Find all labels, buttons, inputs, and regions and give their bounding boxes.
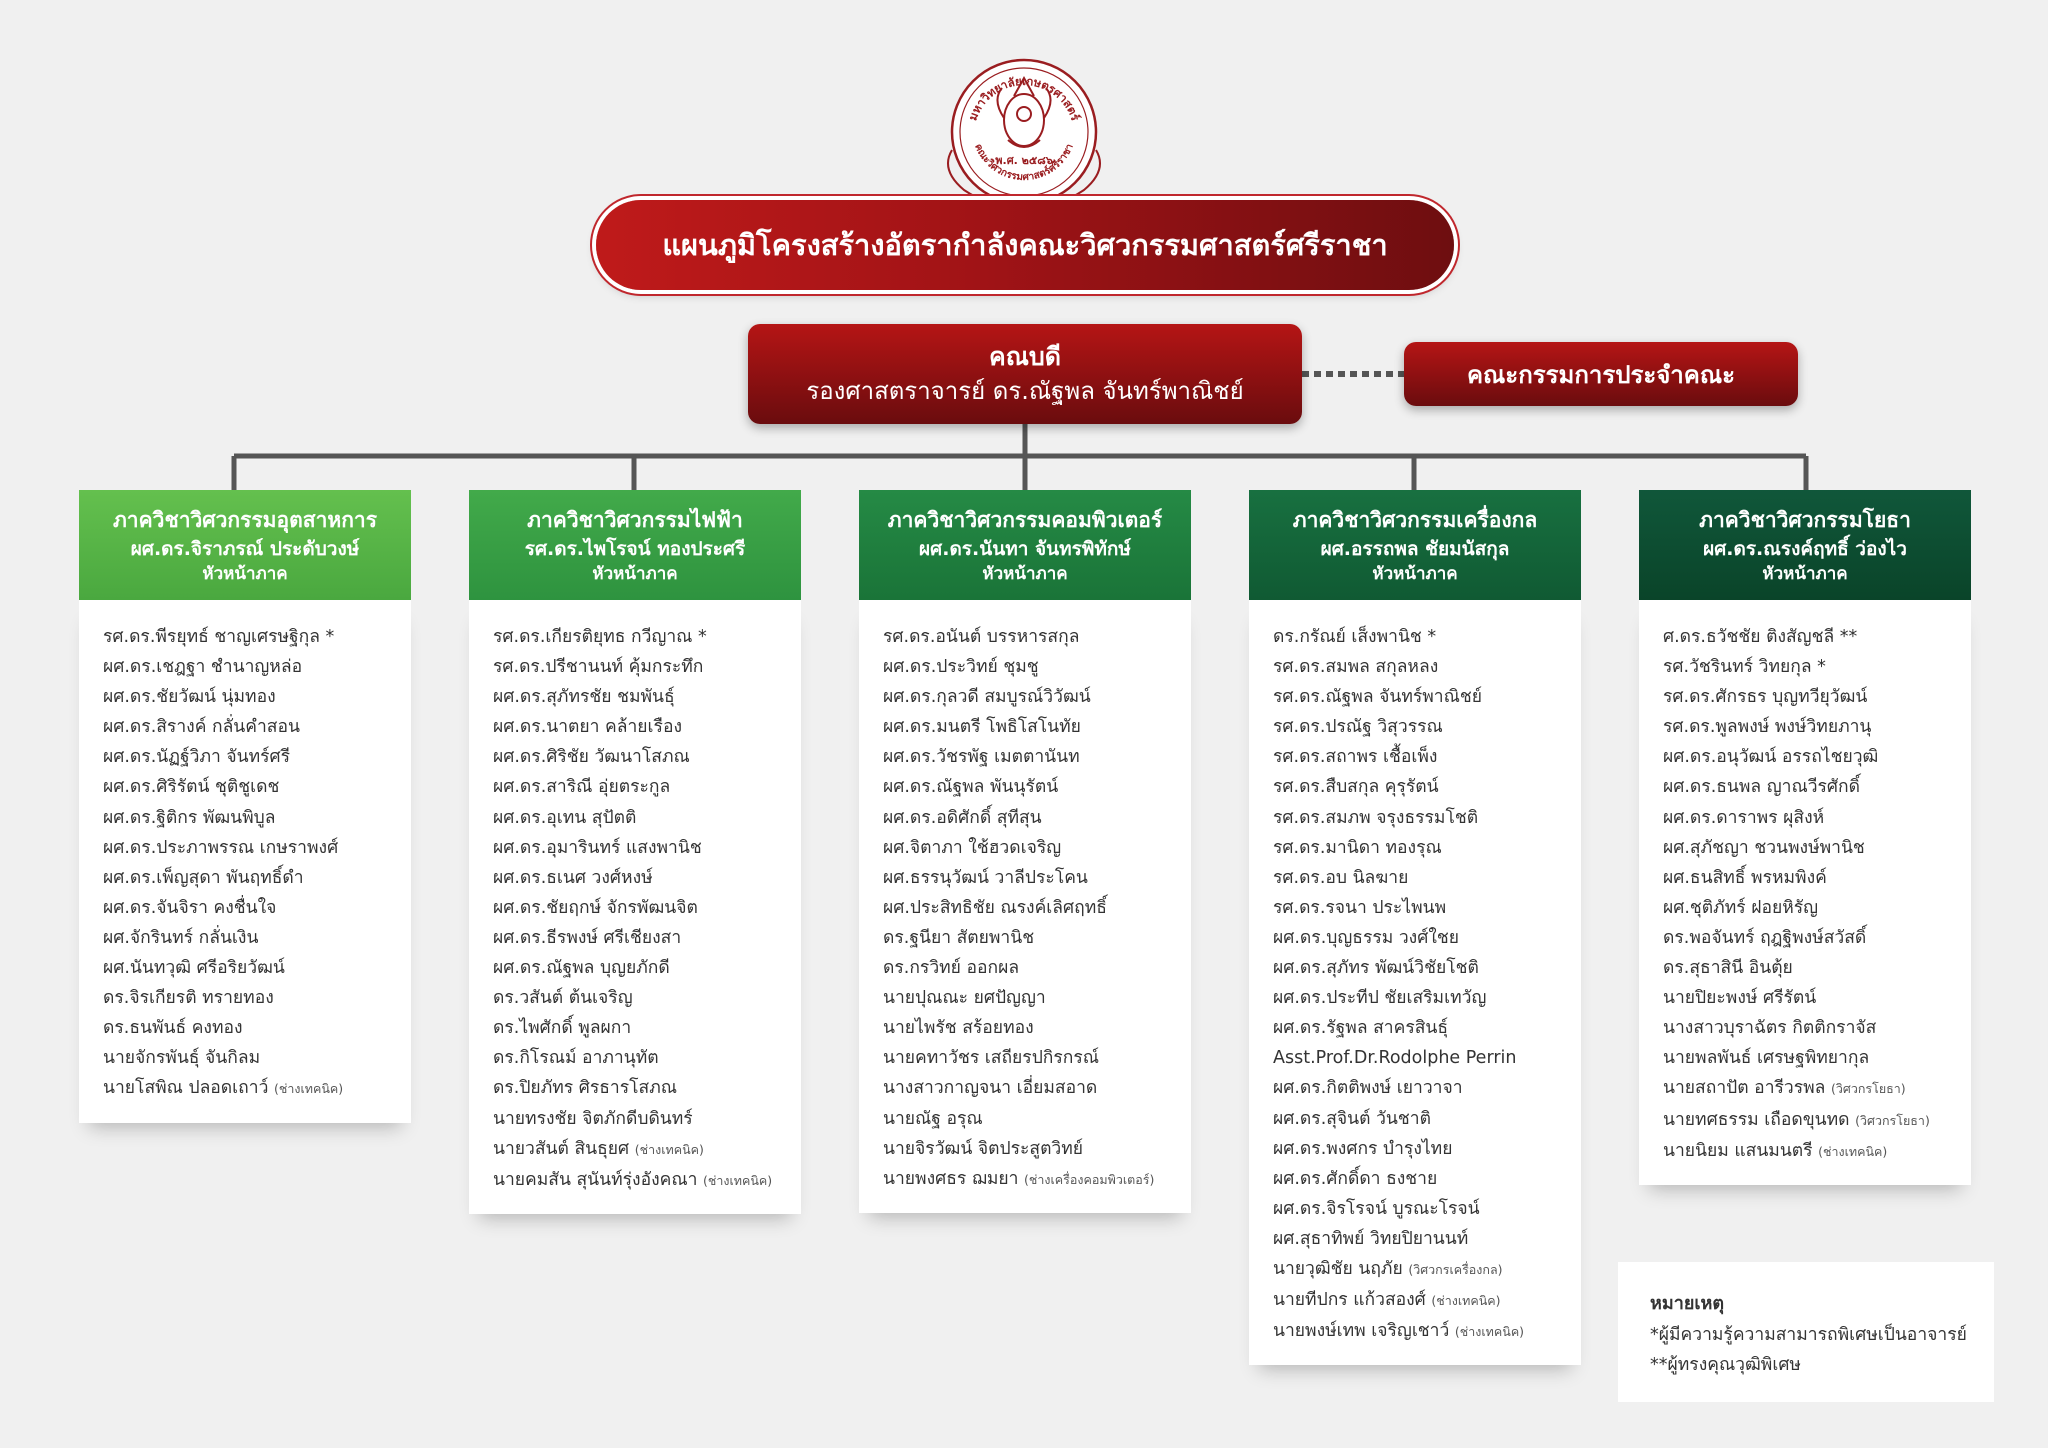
staff-member	[103, 682, 401, 712]
dept-name: ภาควิชาวิศวกรรมคอมพิวเตอร์	[887, 508, 1163, 532]
staff-name: นายนิยม แสนมนตรี	[1663, 1140, 1813, 1161]
staff-name: ผศ.ดร.ธเนศ วงศ์หงษ์	[493, 867, 653, 888]
staff-member	[883, 923, 1181, 953]
staff-member	[1663, 1013, 1961, 1043]
staff-member	[1273, 1285, 1571, 1316]
faculty-committee-box	[1404, 342, 1798, 406]
staff-member	[493, 923, 791, 953]
staff-member	[1273, 772, 1571, 802]
staff-name: ผศ.ดร.ศักดิ์ดา ธงชาย	[1273, 1168, 1438, 1189]
staff-name: นายทีปกร แก้วสองศ์	[1273, 1290, 1426, 1311]
staff-name: นางสาวกาญจนา เอี่ยมสอาด	[883, 1078, 1098, 1099]
staff-name: ดร.กรวิทย์ ออกผล	[883, 958, 1020, 979]
staff-member	[883, 833, 1181, 863]
staff-role-note: (ช่างเทคนิค)	[273, 1081, 344, 1097]
staff-member	[883, 772, 1181, 802]
staff-member	[1663, 893, 1961, 923]
staff-member	[493, 742, 791, 772]
staff-role-note: (ช่างเทคนิค)	[1454, 1324, 1525, 1340]
staff-member	[493, 1043, 791, 1073]
staff-member	[493, 622, 791, 652]
staff-member	[1273, 953, 1571, 983]
staff-name: รศ.ดร.เกียรติยุทธ กวีญาณ *	[493, 627, 707, 647]
staff-member	[883, 712, 1181, 742]
staff-name: ผศ.ดร.ชัยฤกษ์ จักรพัฒนจิต	[493, 897, 698, 918]
staff-name: ผศ.ดร.สุจินต์ วันชาติ	[1273, 1108, 1431, 1129]
logo-arc-text: มหาวิทยาลัยเกษตรศาสตร์	[965, 73, 1083, 123]
staff-name: ผศ.ดร.ณัฐพล พันนุรัตน์	[883, 777, 1059, 798]
staff-member	[883, 742, 1181, 772]
staff-member	[1273, 1104, 1571, 1134]
staff-member	[103, 712, 401, 742]
staff-name: นายจิรวัฒน์ จิตประสูตวิทย์	[883, 1138, 1084, 1159]
staff-member	[1273, 1194, 1571, 1224]
staff-name: ผศ.ดร.จิรโรจน์ บูรณะโรจน์	[1273, 1198, 1480, 1219]
staff-name: ผศ.ดร.ประวิทย์ ชุมชู	[883, 657, 1039, 678]
staff-member	[1273, 712, 1571, 742]
staff-name: นายทศธรรม เถือดขุนทด	[1663, 1109, 1850, 1130]
staff-member	[1663, 682, 1961, 712]
staff-member	[493, 772, 791, 802]
dept-header	[79, 490, 411, 600]
staff-member	[493, 1134, 791, 1165]
staff-member	[1273, 1013, 1571, 1043]
staff-member	[1663, 1043, 1961, 1073]
staff-member	[493, 863, 791, 893]
staff-name: รศ.ดร.ปรีชานนท์ คุ้มกระทึก	[493, 657, 704, 678]
staff-member	[1663, 622, 1961, 652]
dept-head-role: หัวหน้าภาค	[1762, 564, 1848, 584]
dept-header	[469, 490, 801, 600]
staff-member	[103, 983, 401, 1013]
staff-name: นายทรงชัย จิตภักดีบดินทร์	[493, 1108, 693, 1129]
staff-role-note: (ช่างเทคนิค)	[1431, 1293, 1501, 1309]
staff-member	[103, 652, 401, 682]
staff-name: นายพงษ์เทพ เจริญเชาว์	[1273, 1321, 1450, 1342]
staff-name: ผศ.ดร.สุภัทร พัฒน์วิชัยโชติ	[1273, 958, 1479, 979]
staff-member	[883, 1073, 1181, 1103]
staff-name: ผศ.ดร.นาตยา คล้ายเรือง	[493, 717, 682, 738]
staff-name: ผศ.ดร.อุมารินทร์ แสงพานิช	[493, 837, 702, 858]
staff-name: นายพลพันธ์ เศรษฐพิทยากุล	[1663, 1048, 1870, 1069]
staff-name: ผศ.ดร.อุเทน สุปัตติ	[493, 807, 637, 828]
staff-name: ผศ.ดร.กิตติพงษ์ เยาวาจา	[1273, 1078, 1463, 1099]
staff-name: นายปุณณะ ยศปัญญา	[883, 988, 1046, 1009]
staff-name: ผศ.ดร.ประภาพรรณ เกษราพงศ์	[103, 837, 339, 858]
staff-member	[883, 893, 1181, 923]
staff-name: ผศ.สุภัชญา ชวนพงษ์พานิช	[1663, 837, 1865, 858]
staff-name: นายจักรพันธุ์ จันกิลม	[103, 1048, 261, 1069]
staff-member	[1273, 893, 1571, 923]
dept-header	[859, 490, 1191, 600]
staff-member	[883, 1043, 1181, 1073]
staff-name: ผศ.ดร.บุญธรรม วงศ์ใชย	[1273, 927, 1460, 948]
staff-member	[883, 983, 1181, 1013]
footnote-title: หมายเหตุ	[1650, 1293, 1725, 1314]
dept-computer-column	[859, 490, 1191, 1213]
staff-member	[1663, 953, 1961, 983]
staff-member	[1663, 1073, 1961, 1104]
staff-member	[1273, 1164, 1571, 1194]
staff-member	[1663, 1136, 1961, 1167]
staff-name: นายพงศธร ฌมยา	[883, 1168, 1019, 1189]
staff-name: ผศ.ดร.ศิริรัตน์ ชุติชูเดช	[103, 777, 280, 798]
dept-head-role: หัวหน้าภาค	[202, 564, 288, 584]
staff-member	[1273, 803, 1571, 833]
staff-member	[1663, 863, 1961, 893]
staff-name: ผศ.ดร.ฐิติกร พัฒนพิบูล	[103, 807, 276, 828]
staff-member	[103, 742, 401, 772]
staff-name: รศ.ดร.ศักรธร บุญทวียุวัฒน์	[1663, 687, 1868, 708]
staff-name: ดร.กิโรณม์ อาภานุทัต	[493, 1048, 659, 1069]
dept-head-name: ผศ.ดร.นันทา จันทรพิทักษ์	[919, 538, 1131, 560]
staff-member	[1273, 1134, 1571, 1164]
staff-member	[493, 1165, 791, 1196]
dept-head-role: หัวหน้าภาค	[592, 564, 678, 584]
staff-name: ผศ.ดร.ดาราพร ผุสิงห์	[1663, 807, 1825, 828]
staff-member	[1273, 1073, 1571, 1103]
staff-name: ผศ.ดร.ธนพล ญาณวีรศักดิ์	[1663, 777, 1860, 798]
staff-name: รศ.ดร.ณัฐพล จันทร์พาณิชย์	[1273, 687, 1482, 708]
staff-list	[1249, 600, 1581, 1365]
staff-name: ผศ.ดร.อดิศักดิ์ สุทีสุน	[883, 807, 1042, 828]
dept-name: ภาควิชาวิศวกรรมเครื่องกล	[1292, 508, 1538, 532]
staff-member	[493, 893, 791, 923]
staff-name: รศ.ดร.สมภพ จรุงธรรมโชติ	[1273, 807, 1479, 828]
staff-member	[1663, 652, 1961, 682]
staff-member	[493, 1104, 791, 1134]
staff-member	[493, 682, 791, 712]
staff-member	[1273, 1254, 1571, 1285]
staff-member	[1663, 803, 1961, 833]
staff-role-note: (วิศวกรโยธา)	[1830, 1081, 1906, 1097]
dept-head-name: ผศ.อรรถพล ชัยมนัสกุล	[1320, 538, 1510, 560]
staff-member	[1273, 983, 1571, 1013]
staff-name: ผศ.ดร.กุลวดี สมบูรณ์วิวัฒน์	[883, 687, 1091, 708]
dept-industrial-column	[79, 490, 411, 1123]
dept-head-role: หัวหน้าภาค	[1372, 564, 1458, 584]
committee-label: คณะกรรมการประจำคณะ	[1466, 360, 1735, 389]
staff-member	[103, 1073, 401, 1104]
staff-name: รศ.ดร.สมพล สกุลหลง	[1273, 657, 1439, 678]
staff-member	[1273, 1224, 1571, 1254]
staff-member	[1663, 712, 1961, 742]
dept-head-role: หัวหน้าภาค	[982, 564, 1068, 584]
staff-member	[883, 652, 1181, 682]
org-connectors	[0, 0, 2048, 520]
staff-member	[883, 682, 1181, 712]
staff-name: ผศ.จิตาภา ใช้ฮวดเจริญ	[883, 837, 1062, 858]
staff-member	[103, 1043, 401, 1073]
staff-name: ดร.ธนพันธ์ คงทอง	[103, 1018, 243, 1039]
staff-member	[883, 953, 1181, 983]
staff-name: ผศ.ดร.เพ็ญสุดา พันฤทธิ์ดำ	[103, 867, 304, 888]
staff-name: รศ.ดร.อนันต์ บรรหารสกุล	[883, 627, 1080, 647]
staff-member	[1273, 923, 1571, 953]
staff-role-note: (วิศวกรเครื่องกล)	[1408, 1261, 1503, 1277]
staff-member	[103, 772, 401, 802]
staff-name: รศ.ดร.สถาพร เชื้อเพ็ง	[1273, 747, 1438, 768]
footnote-line: *ผู้มีความรู้ความสามารถพิเศษเป็นอาจารย์	[1650, 1325, 1967, 1345]
staff-member	[493, 652, 791, 682]
staff-name: รศ.ดร.มานิดา ทองรุณ	[1273, 837, 1442, 858]
staff-name: ผศ.จักรินทร์ กลั่นเงิน	[103, 927, 259, 948]
staff-name: ดร.วสันต์ ต้นเจริญ	[493, 988, 633, 1009]
staff-member	[493, 803, 791, 833]
footnote-line: **ผู้ทรงคุณวุฒิพิเศษ	[1650, 1355, 1801, 1375]
staff-member	[1273, 652, 1571, 682]
staff-name: ผศ.ธนสิทธิ์ พรหมพิงค์	[1663, 867, 1827, 888]
staff-member	[103, 893, 401, 923]
staff-name: ผศ.ดร.สุภัทรชัย ชมพันธุ์	[493, 687, 675, 708]
staff-name: ผศ.ดร.ศิริชัย วัฒนาโสภณ	[493, 747, 690, 768]
staff-member	[493, 712, 791, 742]
staff-name: ผศ.ธรรนุวัฒน์ วาลีประโคน	[883, 867, 1088, 888]
staff-list	[1639, 600, 1971, 1185]
staff-member	[493, 1073, 791, 1103]
staff-member	[103, 803, 401, 833]
staff-member	[493, 833, 791, 863]
staff-name: นายคทาวัชร เสถียรปกิรกรณ์	[883, 1048, 1100, 1069]
staff-member	[1663, 983, 1961, 1013]
staff-name: รศ.ดร.อบ นิลฆาย	[1273, 867, 1409, 888]
dept-header	[1249, 490, 1581, 600]
staff-member	[1273, 622, 1571, 652]
staff-name: นายคมสัน สุนันท์รุ่งอังคณา	[493, 1169, 698, 1190]
logo-bottom-text: คณะวิศวกรรมศาสตร์ศรีราชา	[972, 142, 1076, 184]
staff-member	[103, 923, 401, 953]
staff-member	[1273, 682, 1571, 712]
staff-member	[103, 833, 401, 863]
staff-list	[859, 600, 1191, 1213]
staff-name: ผศ.ดร.ประทีป ชัยเสริมเทวัญ	[1273, 988, 1487, 1009]
staff-name: ผศ.ดร.นัฏฐ์วิภา จันทร์ศรี	[103, 747, 291, 768]
staff-name: ผศ.ดร.วัชรพัฐ เมตตานันท	[883, 747, 1080, 768]
staff-name: นายสถาปัต อารีวรพล	[1663, 1078, 1826, 1099]
staff-role-note: (ช่างเทคนิค)	[634, 1141, 704, 1157]
staff-member	[883, 622, 1181, 652]
staff-name: รศ.ดร.ปรณัฐ วิสุวรรณ	[1273, 717, 1443, 738]
dept-head-name: ผศ.ดร.จิราภรณ์ ประดับวงษ์	[130, 538, 360, 560]
staff-member	[493, 983, 791, 1013]
staff-name: ผศ.ชุติภัทร์ ฝอยหิรัญ	[1663, 897, 1819, 918]
staff-name: ดร.สุธาสินี อินตุ้ย	[1663, 958, 1793, 979]
dept-name: ภาควิชาวิศวกรรมโยธา	[1699, 508, 1911, 532]
chart-title: แผนภูมิโครงสร้างอัตรากำลังคณะวิศวกรรมศาสตร์ศรีราชา	[662, 228, 1388, 262]
staff-name: Asst.Prof.Dr.Rodolphe Perrin	[1273, 1048, 1517, 1069]
dean-title: คณบดี	[988, 342, 1062, 371]
staff-name: ผศ.ดร.ชัยวัฒน์ นุ่มทอง	[103, 687, 276, 708]
staff-name: รศ.ดร.สืบสกุล คุรุรัตน์	[1273, 777, 1439, 798]
dept-head-name: ผศ.ดร.ณรงค์ฤทธิ์ ว่องไว	[1703, 538, 1907, 560]
staff-member	[103, 1013, 401, 1043]
staff-name: ผศ.ดร.สาริณี อุ่ยตระกูล	[493, 777, 671, 798]
staff-member	[1663, 833, 1961, 863]
staff-name: ดร.ปิยภัทร ศิรธารโสภณ	[493, 1078, 677, 1099]
dept-civil-column	[1639, 490, 1971, 1185]
staff-member	[883, 1104, 1181, 1134]
staff-role-note: (วิศวกรโยธา)	[1855, 1112, 1930, 1128]
staff-name: รศ.วัชรินทร์ วิทยกุล *	[1663, 657, 1826, 678]
staff-member	[1273, 742, 1571, 772]
dept-head-name: รศ.ดร.ไพโรจน์ ทองประศรี	[524, 538, 746, 560]
staff-member	[493, 953, 791, 983]
dept-electrical-column	[469, 490, 801, 1214]
staff-member	[1663, 772, 1961, 802]
staff-role-note: (ช่างเครื่องคอมพิวเตอร์)	[1024, 1171, 1155, 1187]
staff-member	[883, 1164, 1181, 1195]
staff-name: รศ.ดร.พีรยุทธ์ ชาญเศรษฐิกุล *	[103, 627, 335, 647]
staff-name: ผศ.นันทวุฒิ ศรีอริยวัฒน์	[103, 958, 285, 979]
staff-member	[1273, 1043, 1571, 1073]
staff-member	[1273, 1316, 1571, 1347]
staff-role-note: (ช่างเทคนิค)	[702, 1172, 773, 1188]
dean-box	[748, 324, 1302, 424]
staff-name: นางสาวบุราฉัตร กิตติกราจัส	[1663, 1018, 1877, 1039]
staff-member	[1273, 833, 1571, 863]
staff-name: ผศ.ดร.อนุวัฒน์ อรรถไชยวุฒิ	[1663, 747, 1879, 768]
staff-member	[1663, 1105, 1961, 1136]
staff-name: ผศ.ดร.จันจิรา คงชื่นใจ	[103, 897, 277, 918]
staff-name: นายโสพิณ ปลอดเถาว์	[103, 1078, 269, 1099]
staff-name: นายวสันต์ สินธุยศ	[493, 1138, 630, 1159]
staff-list	[79, 600, 411, 1123]
logo-year: พ.ศ. ๒๕๘๖	[995, 154, 1053, 167]
staff-name: ดร.ฐนียา สัตยพานิช	[883, 927, 1035, 948]
staff-list	[469, 600, 801, 1214]
staff-name: ดร.ไพศักดิ์ พูลผกา	[493, 1018, 632, 1039]
staff-name: ศ.ดร.ธวัชชัย ติงสัญชลี **	[1663, 627, 1858, 647]
staff-member	[103, 953, 401, 983]
staff-member	[493, 1013, 791, 1043]
footnote-box	[1618, 1262, 1994, 1402]
staff-member	[103, 863, 401, 893]
staff-name: ผศ.ประสิทธิชัย ณรงค์เลิศฤทธิ์	[883, 897, 1107, 918]
staff-name: นายปิยะพงษ์ ศรีรัตน์	[1663, 988, 1817, 1009]
staff-name: ผศ.ดร.รัฐพล สาครสินธุ์	[1273, 1018, 1449, 1039]
staff-name: ผศ.ดร.พงศกร บำรุงไทย	[1273, 1138, 1453, 1159]
staff-name: รศ.ดร.พูลพงษ์ พงษ์วิทยภานุ	[1663, 717, 1872, 738]
dept-mechanical-column	[1249, 490, 1581, 1365]
staff-name: ผศ.สุธาทิพย์ วิทยปิยานนท์	[1273, 1228, 1469, 1249]
staff-name: นายวุฒิชัย นฤภัย	[1273, 1258, 1403, 1279]
staff-name: ผศ.ดร.เชฎฐา ชำนาญหล่อ	[103, 657, 303, 678]
staff-name: ดร.จิรเกียรติ ทรายทอง	[103, 988, 274, 1009]
staff-name: ดร.กรัณย์ เส็งพานิช *	[1273, 627, 1437, 647]
staff-member	[1663, 923, 1961, 953]
staff-name: ผศ.ดร.ธีรพงษ์ ศรีเชียงสา	[493, 927, 682, 948]
staff-member	[1273, 863, 1571, 893]
staff-member	[883, 803, 1181, 833]
staff-name: ผศ.ดร.ณัฐพล บุญยภักดี	[493, 958, 670, 979]
staff-member	[883, 1134, 1181, 1164]
staff-name: รศ.ดร.รจนา ประไพนพ	[1273, 897, 1447, 918]
staff-name: นายณัฐ อรุณ	[883, 1108, 983, 1129]
staff-name: ผศ.ดร.สิรางค์ กลั่นคำสอน	[103, 717, 300, 738]
staff-member	[1663, 742, 1961, 772]
dept-name: ภาควิชาวิศวกรรมไฟฟ้า	[527, 508, 743, 532]
staff-name: ดร.พอจันทร์ ฤฎฐิพงษ์สวัสดิ์	[1663, 927, 1867, 948]
staff-member	[883, 1013, 1181, 1043]
dept-name: ภาควิชาวิศวกรรมอุตสาหการ	[112, 508, 378, 532]
staff-role-note: (ช่างเทคนิค)	[1818, 1143, 1888, 1159]
staff-member	[103, 622, 401, 652]
staff-name: นายไพรัช สร้อยทอง	[883, 1018, 1034, 1039]
staff-name: ผศ.ดร.มนตรี โพธิโสโนทัย	[883, 717, 1081, 738]
dept-header	[1639, 490, 1971, 600]
dean-name: รองศาสตราจารย์ ดร.ณัฐพล จันทร์พาณิชย์	[806, 377, 1244, 405]
staff-member	[883, 863, 1181, 893]
